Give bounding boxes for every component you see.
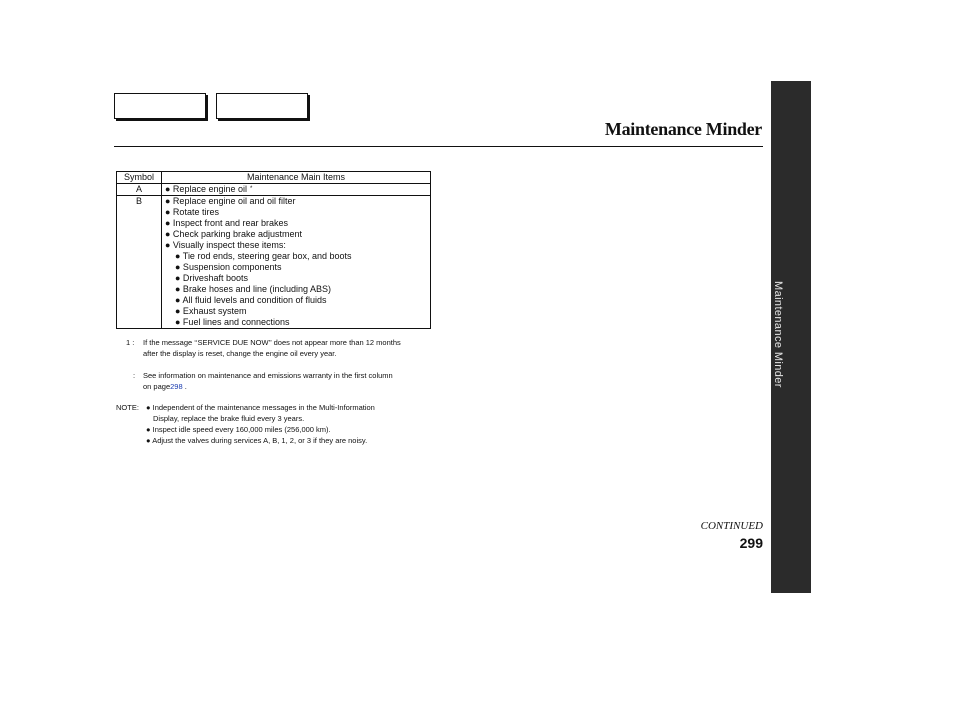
- footnote-mark: :: [133, 371, 136, 380]
- footnote-ref: *: [250, 186, 253, 192]
- footnote-text: See information on maintenance and emissions warranty in the first column: [143, 371, 393, 380]
- list-item: ● Visually inspect these items:: [165, 240, 286, 250]
- list-subitem: ● Suspension components: [175, 262, 282, 272]
- list-subitem: ● Driveshaft boots: [175, 273, 248, 283]
- row-items: [162, 184, 431, 196]
- list-item: ● Replace engine oil and oil filter: [165, 196, 296, 206]
- row-items: [162, 196, 431, 329]
- list-subitem: ● Brake hoses and line (including ABS): [175, 284, 332, 294]
- table-header-row: [117, 172, 431, 184]
- title-divider: [114, 146, 763, 147]
- footnote-text: If the message ‘‘SERVICE DUE NOW’’ does not appear more than 12 months: [143, 338, 401, 347]
- list-item: ● Replace engine oil *: [165, 184, 253, 194]
- footnote-mark: 1 :: [126, 338, 135, 347]
- list-subitem: ● Tie rod ends, steering gear box, and boots: [175, 251, 352, 261]
- list-subitem: ● All fluid levels and condition of fluids: [175, 295, 327, 305]
- header-items: Maintenance Main Items: [162, 172, 431, 184]
- footnote-text: after the display is reset, change the engine oil every year.: [143, 349, 337, 358]
- list-item: ● Check parking brake adjustment: [165, 229, 303, 239]
- header-symbol: Symbol: [117, 172, 162, 184]
- nav-button-1[interactable]: [114, 93, 206, 119]
- list-subitem: ● Fuel lines and connections: [175, 317, 290, 327]
- note-item: ● Inspect idle speed every 160,000 miles (256,000 km).: [146, 425, 331, 434]
- footnote-2: [133, 370, 393, 392]
- side-tab-label: Maintenance Minder: [772, 281, 784, 388]
- side-tab[interactable]: [771, 81, 811, 593]
- row-symbol: A: [117, 184, 162, 196]
- page-link[interactable]: 298: [170, 382, 183, 391]
- footnote-text: on page298 .: [143, 382, 187, 391]
- list-subitem: ● Exhaust system: [175, 306, 247, 316]
- continued-label: CONTINUED: [700, 520, 763, 532]
- list-item: ● Inspect front and rear brakes: [165, 218, 288, 228]
- maintenance-items-table: [116, 171, 431, 329]
- note-block: [116, 402, 375, 446]
- page-title: Maintenance Minder: [604, 119, 762, 139]
- nav-button-2[interactable]: [216, 93, 308, 119]
- page-number: 299: [739, 535, 763, 551]
- note-item-cont: Display, replace the brake fluid every 3 years.: [153, 414, 305, 423]
- note-item: ● Adjust the valves during services A, B, 1, 2, or 3 if they are noisy.: [146, 436, 368, 445]
- list-item: ● Rotate tires: [165, 207, 219, 217]
- table-row: [117, 184, 431, 196]
- row-symbol: B: [117, 196, 162, 329]
- note-label: NOTE:: [116, 403, 139, 412]
- table-row: [117, 196, 431, 329]
- footnote-1: [126, 337, 401, 359]
- note-item: ● Independent of the maintenance messages in the Multi-Information: [146, 403, 375, 412]
